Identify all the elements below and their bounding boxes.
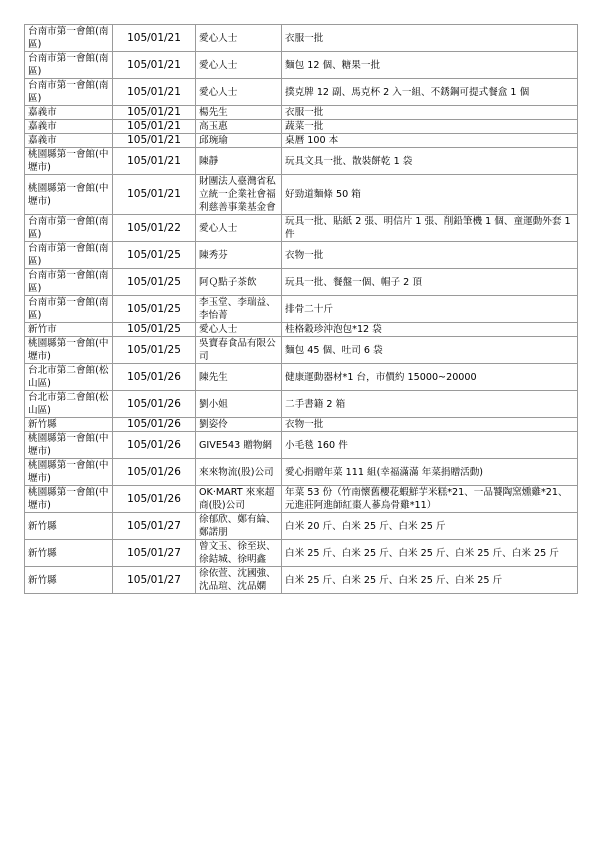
date-cell: 105/01/25 bbox=[113, 337, 196, 364]
table-row bbox=[25, 25, 578, 52]
unit-cell: 桃園縣第一會館(中壢市) bbox=[25, 486, 113, 513]
date-cell: 105/01/22 bbox=[113, 215, 196, 242]
items-cell: 玩具文具一批、散裝餅乾 1 袋 bbox=[282, 148, 578, 175]
table-row bbox=[25, 364, 578, 391]
donor-cell: 吳寶春食品有限公司 bbox=[196, 337, 282, 364]
items-cell: 愛心捐贈年菜 111 組(幸福滿滿 年菜捐贈活動) bbox=[282, 459, 578, 486]
table-row bbox=[25, 513, 578, 540]
date-cell: 105/01/26 bbox=[113, 391, 196, 418]
donor-cell: 財團法人臺灣省私立統一企業社會福利慈善事業基金會 bbox=[196, 175, 282, 215]
table-row bbox=[25, 486, 578, 513]
table-row bbox=[25, 269, 578, 296]
items-cell: 玩具一批、貼紙 2 張、明信片 1 張、削鉛筆機 1 個、童運動外套 1 件 bbox=[282, 215, 578, 242]
table-row bbox=[25, 242, 578, 269]
date-cell: 105/01/21 bbox=[113, 79, 196, 106]
donor-cell: 愛心人士 bbox=[196, 79, 282, 106]
date-cell: 105/01/25 bbox=[113, 296, 196, 323]
unit-cell: 台南市第一會館(南區) bbox=[25, 25, 113, 52]
date-cell: 105/01/26 bbox=[113, 418, 196, 432]
date-cell: 105/01/21 bbox=[113, 120, 196, 134]
table-row bbox=[25, 418, 578, 432]
donation-table bbox=[24, 24, 578, 594]
table-row bbox=[25, 148, 578, 175]
donor-cell: 邱琬瑜 bbox=[196, 134, 282, 148]
table-row bbox=[25, 175, 578, 215]
table-row bbox=[25, 106, 578, 120]
donor-cell: 陳秀芬 bbox=[196, 242, 282, 269]
date-cell: 105/01/26 bbox=[113, 364, 196, 391]
date-cell: 105/01/27 bbox=[113, 540, 196, 567]
table-row bbox=[25, 79, 578, 106]
table-row bbox=[25, 459, 578, 486]
donor-cell: 阿Ｑ點子茶飲 bbox=[196, 269, 282, 296]
table-row bbox=[25, 120, 578, 134]
donor-cell: 徐依萱、沈國強、沈品瑄、沈品嫻 bbox=[196, 567, 282, 594]
items-cell: 好勁道麵條 50 箱 bbox=[282, 175, 578, 215]
unit-cell: 新竹市 bbox=[25, 323, 113, 337]
items-cell: 蔬菜一批 bbox=[282, 120, 578, 134]
items-cell: 撲克牌 12 副、馬克杯 2 入一組、不銹鋼可提式餐盒 1 個 bbox=[282, 79, 578, 106]
date-cell: 105/01/25 bbox=[113, 323, 196, 337]
unit-cell: 嘉義市 bbox=[25, 106, 113, 120]
items-cell: 二手書籍 2 箱 bbox=[282, 391, 578, 418]
donor-cell: 陳先生 bbox=[196, 364, 282, 391]
unit-cell: 桃園縣第一會館(中壢市) bbox=[25, 337, 113, 364]
date-cell: 105/01/25 bbox=[113, 269, 196, 296]
unit-cell: 桃園縣第一會館(中壢市) bbox=[25, 432, 113, 459]
donor-cell: 來來物流(股)公司 bbox=[196, 459, 282, 486]
date-cell: 105/01/27 bbox=[113, 567, 196, 594]
donor-cell: 劉姿伶 bbox=[196, 418, 282, 432]
unit-cell: 桃園縣第一會館(中壢市) bbox=[25, 175, 113, 215]
date-cell: 105/01/21 bbox=[113, 52, 196, 79]
items-cell: 排骨二十斤 bbox=[282, 296, 578, 323]
unit-cell: 台北市第二會館(松山區) bbox=[25, 391, 113, 418]
donor-cell: 愛心人士 bbox=[196, 25, 282, 52]
date-cell: 105/01/21 bbox=[113, 106, 196, 120]
unit-cell: 台南市第一會館(南區) bbox=[25, 215, 113, 242]
items-cell: 桌曆 100 本 bbox=[282, 134, 578, 148]
table-row bbox=[25, 52, 578, 79]
table-row bbox=[25, 567, 578, 594]
date-cell: 105/01/26 bbox=[113, 432, 196, 459]
items-cell: 衣服一批 bbox=[282, 25, 578, 52]
date-cell: 105/01/27 bbox=[113, 513, 196, 540]
date-cell: 105/01/21 bbox=[113, 148, 196, 175]
table-row bbox=[25, 540, 578, 567]
items-cell: 白米 20 斤、白米 25 斤、白米 25 斤 bbox=[282, 513, 578, 540]
unit-cell: 嘉義市 bbox=[25, 134, 113, 148]
unit-cell: 嘉義市 bbox=[25, 120, 113, 134]
donor-cell: 愛心人士 bbox=[196, 215, 282, 242]
donor-cell: 李玉堂、李瑞益、李怡菁 bbox=[196, 296, 282, 323]
items-cell: 麵包 12 個、糖果一批 bbox=[282, 52, 578, 79]
table-row bbox=[25, 337, 578, 364]
unit-cell: 新竹縣 bbox=[25, 418, 113, 432]
date-cell: 105/01/26 bbox=[113, 459, 196, 486]
items-cell: 麵包 45 個、吐司 6 袋 bbox=[282, 337, 578, 364]
date-cell: 105/01/25 bbox=[113, 242, 196, 269]
table-row bbox=[25, 323, 578, 337]
donor-cell: 劉小姐 bbox=[196, 391, 282, 418]
items-cell: 衣物一批 bbox=[282, 242, 578, 269]
table-row bbox=[25, 432, 578, 459]
unit-cell: 台北市第二會館(松山區) bbox=[25, 364, 113, 391]
donor-cell: 高玉惠 bbox=[196, 120, 282, 134]
donor-cell: GIVE543 贈物網 bbox=[196, 432, 282, 459]
unit-cell: 新竹縣 bbox=[25, 567, 113, 594]
items-cell: 白米 25 斤、白米 25 斤、白米 25 斤、白米 25 斤、白米 25 斤 bbox=[282, 540, 578, 567]
unit-cell: 台南市第一會館(南區) bbox=[25, 52, 113, 79]
unit-cell: 新竹縣 bbox=[25, 513, 113, 540]
table-row bbox=[25, 215, 578, 242]
donor-cell: 陳靜 bbox=[196, 148, 282, 175]
unit-cell: 台南市第一會館(南區) bbox=[25, 79, 113, 106]
table-row bbox=[25, 391, 578, 418]
donor-cell: 愛心人士 bbox=[196, 323, 282, 337]
table-row bbox=[25, 296, 578, 323]
date-cell: 105/01/21 bbox=[113, 175, 196, 215]
donor-cell: 楊先生 bbox=[196, 106, 282, 120]
items-cell: 白米 25 斤、白米 25 斤、白米 25 斤、白米 25 斤 bbox=[282, 567, 578, 594]
unit-cell: 新竹縣 bbox=[25, 540, 113, 567]
donor-cell: 愛心人士 bbox=[196, 52, 282, 79]
items-cell: 健康運動器材*1 台，市價約 15000~20000 bbox=[282, 364, 578, 391]
unit-cell: 台南市第一會館(南區) bbox=[25, 242, 113, 269]
date-cell: 105/01/21 bbox=[113, 134, 196, 148]
unit-cell: 桃園縣第一會館(中壢市) bbox=[25, 459, 113, 486]
unit-cell: 台南市第一會館(南區) bbox=[25, 296, 113, 323]
unit-cell: 台南市第一會館(南區) bbox=[25, 269, 113, 296]
date-cell: 105/01/26 bbox=[113, 486, 196, 513]
date-cell: 105/01/21 bbox=[113, 25, 196, 52]
unit-cell: 桃園縣第一會館(中壢市) bbox=[25, 148, 113, 175]
items-cell: 桂格穀珍沖泡包*12 袋 bbox=[282, 323, 578, 337]
donor-cell: OK‧MART 來來超商(股)公司 bbox=[196, 486, 282, 513]
items-cell: 年菜 53 份（竹南懷舊櫻花蝦鮮芋米糕*21、一品饕陶窯燻雞*21、元進莊阿進師紅棗人蔘烏骨雞*11） bbox=[282, 486, 578, 513]
items-cell: 小毛毯 160 件 bbox=[282, 432, 578, 459]
donation-rows bbox=[25, 25, 578, 594]
table-row bbox=[25, 134, 578, 148]
items-cell: 衣物一批 bbox=[282, 418, 578, 432]
items-cell: 玩具一批、餐盤一個、帽子 2 頂 bbox=[282, 269, 578, 296]
donor-cell: 徐郁欣、鄭有綸、鄭諾朋 bbox=[196, 513, 282, 540]
donor-cell: 曾文玉、徐至崁、徐銡城、徐明鑫 bbox=[196, 540, 282, 567]
items-cell: 衣服一批 bbox=[282, 106, 578, 120]
